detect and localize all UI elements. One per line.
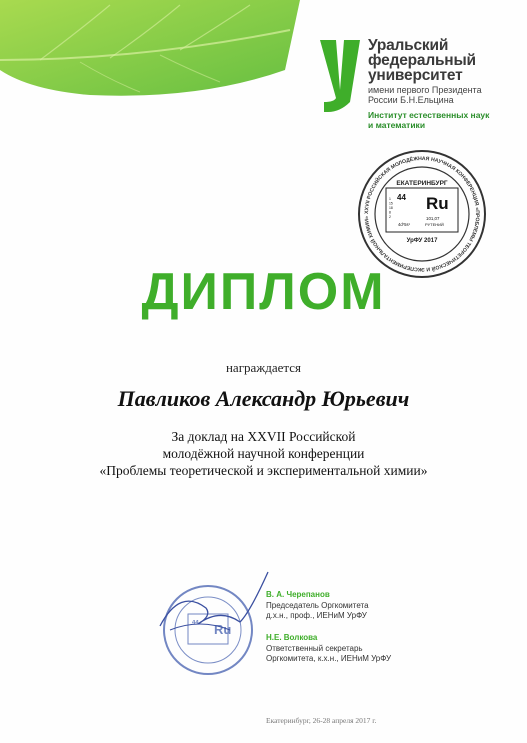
svg-text:44: 44 xyxy=(192,620,199,626)
conference-stamp xyxy=(356,148,488,280)
svg-text:1151882: 1 15 18 8 2 xyxy=(389,197,393,219)
signer2-role-line2: Оргкомитета, к.х.н., ИЕНиМ УрФУ xyxy=(266,654,392,663)
signer1-role-line1: Председатель Оргкомитета xyxy=(266,601,369,610)
stamp-element-symbol: Ru xyxy=(426,194,449,213)
reason-line-2: молодёжной научной конференции xyxy=(162,446,365,461)
award-reason xyxy=(0,428,527,479)
stamp-ring-text: XXVII РОССИЙСКАЯ МОЛОДЁЖНАЯ НАУЧНАЯ КОНФЕРЕНЦИЯ «ПРОБЛЕМЫ ТЕОРЕТИЧЕСКОЙ И ЭКСПЕРИМЕНТАЛЬНОЙ ХИМИИ» xyxy=(363,155,481,273)
recipient-name: Павликов Александр Юрьевич xyxy=(117,386,410,411)
diploma-title: ДИПЛОМ xyxy=(141,263,386,321)
signer2-name: Н.Е. Волкова xyxy=(266,633,318,642)
signer-secretary xyxy=(266,633,486,664)
stamp-atomic-number: 44 xyxy=(397,193,406,202)
stamp-atomic-mass: 101,07 xyxy=(426,216,440,221)
signer2-role-line1: Ответственный секретарь xyxy=(266,644,363,653)
urfu-logo-icon xyxy=(314,40,366,112)
stamp-element-name: РУТЕНИЙ xyxy=(425,222,444,227)
stamp-electron-config: 4d⁷5s¹ xyxy=(398,222,410,227)
official-seal-with-signature xyxy=(150,568,270,678)
signer1-name: В. А. Черепанов xyxy=(266,590,330,599)
university-subtitle: имени первого Президента России Б.Н.Ельцина xyxy=(368,85,482,105)
place-date: Екатеринбург, 26-28 апреля 2017 г. xyxy=(266,716,377,725)
green-leaf-decoration xyxy=(0,0,300,120)
awarded-label: награждается xyxy=(225,360,302,375)
svg-text:Ru: Ru xyxy=(214,622,232,637)
university-name: Уральский федеральный университет xyxy=(368,37,476,84)
stamp-city: ЕКАТЕРИНБУРГ xyxy=(396,180,448,187)
university-logo-text xyxy=(368,38,527,130)
stamp-year: УрФУ 2017 xyxy=(406,238,438,244)
signer1-role-line2: д.х.н., проф., ИЕНиМ УрФУ xyxy=(266,611,367,620)
signer-chairman xyxy=(266,590,466,621)
reason-line-1: За доклад на XXVII Российской xyxy=(171,429,356,444)
institute-name: Институт естественных наук и математики xyxy=(368,110,490,130)
reason-line-3: «Проблемы теоретической и экспериментальной химии» xyxy=(99,463,428,478)
